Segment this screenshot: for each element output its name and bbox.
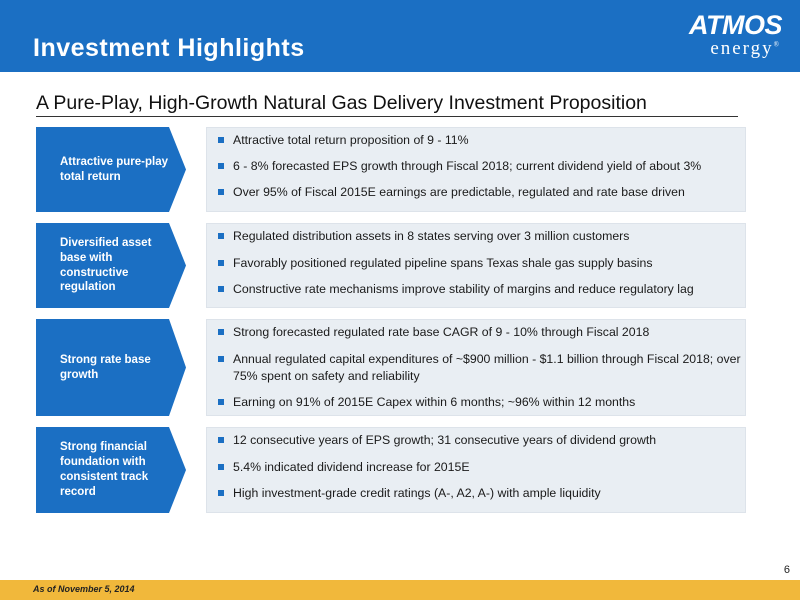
bullet-text: Over 95% of Fiscal 2015E earnings are predictable, regulated and rate base driven <box>233 185 685 199</box>
bullet-item <box>218 394 743 411</box>
bullet-text: Attractive total return proposition of 9 - 11% <box>233 133 469 147</box>
bullet-text: Regulated distribution assets in 8 states serving over 3 million customers <box>233 229 630 243</box>
bullet-square-icon <box>218 260 224 266</box>
section-3-arrow <box>36 319 186 416</box>
bullet-square-icon <box>218 490 224 496</box>
bullet-item <box>218 132 743 149</box>
bullet-text: 5.4% indicated dividend increase for 2015E <box>233 460 470 474</box>
section-1-arrow <box>36 127 186 212</box>
section-4-panel <box>206 427 746 513</box>
atmos-energy-logo <box>672 10 782 62</box>
bullet-text: 12 consecutive years of EPS growth; 31 consecutive years of dividend growth <box>233 433 657 447</box>
bullet-square-icon <box>218 329 224 335</box>
section-4-arrow <box>36 427 186 513</box>
bullet-item <box>218 459 743 476</box>
page-title: Investment Highlights <box>33 34 305 62</box>
highlight-section-4 <box>36 427 746 513</box>
subtitle-underline <box>36 116 738 117</box>
logo-subword-text: energy <box>710 38 774 59</box>
bullet-square-icon <box>218 399 224 405</box>
highlight-section-2 <box>36 223 746 308</box>
bullet-item <box>218 255 743 272</box>
bullet-square-icon <box>218 163 224 169</box>
logo-subword <box>710 38 779 60</box>
bullet-text: Earning on 91% of 2015E Capex within 6 months; ~96% within 12 months <box>233 395 636 409</box>
bullet-text: 6 - 8% forecasted EPS growth through Fiscal 2018; current dividend yield of about 3% <box>233 159 702 173</box>
section-2-label: Diversified asset base with constructive regulation <box>60 236 152 294</box>
bullet-item <box>218 432 743 449</box>
highlight-section-1 <box>36 127 746 212</box>
bullet-text: Strong forecasted regulated rate base CAGR of 9 - 10% through Fiscal 2018 <box>233 325 650 339</box>
bullet-square-icon <box>218 464 224 470</box>
page-number: 6 <box>783 564 790 576</box>
section-2-arrow <box>36 223 186 308</box>
bullet-item <box>218 351 743 384</box>
footer-date-note: As of November 5, 2014 <box>33 584 135 594</box>
bullet-item <box>218 228 743 245</box>
bullet-text: Favorably positioned regulated pipeline spans Texas shale gas supply basins <box>233 256 653 270</box>
section-1-panel <box>206 127 746 212</box>
bullet-item <box>218 158 743 175</box>
bullet-square-icon <box>218 189 224 195</box>
slide-subtitle: A Pure-Play, High-Growth Natural Gas Delivery Investment Proposition <box>36 92 647 114</box>
title-bar <box>0 0 800 72</box>
section-3-panel <box>206 319 746 416</box>
bullet-text: Constructive rate mechanisms improve stability of margins and reduce regulatory lag <box>233 282 694 296</box>
registered-mark: ® <box>773 40 779 49</box>
bullet-square-icon <box>218 356 224 362</box>
section-4-label: Strong financial foundation with consistent track record <box>60 441 149 498</box>
bullet-square-icon <box>218 233 224 239</box>
bullet-item <box>218 184 743 201</box>
bullet-text: High investment-grade credit ratings (A-, A2, A-) with ample liquidity <box>233 486 601 500</box>
bullet-square-icon <box>218 137 224 143</box>
footer-bar <box>0 580 800 600</box>
section-2-panel <box>206 223 746 308</box>
bullet-text: Annual regulated capital expenditures of ~$900 million - $1.1 billion through Fiscal 2018; over 75% spent on safety and reliability <box>233 352 741 383</box>
bullet-square-icon <box>218 286 224 292</box>
section-3-label: Strong rate base growth <box>60 353 151 381</box>
bullet-square-icon <box>218 437 224 443</box>
bullet-item <box>218 324 743 341</box>
section-1-label: Attractive pure-play total return <box>60 155 169 183</box>
bullet-item <box>218 281 743 298</box>
highlight-section-3 <box>36 319 746 416</box>
logo-wordmark: ATMOS <box>689 10 782 40</box>
bullet-item <box>218 485 743 502</box>
